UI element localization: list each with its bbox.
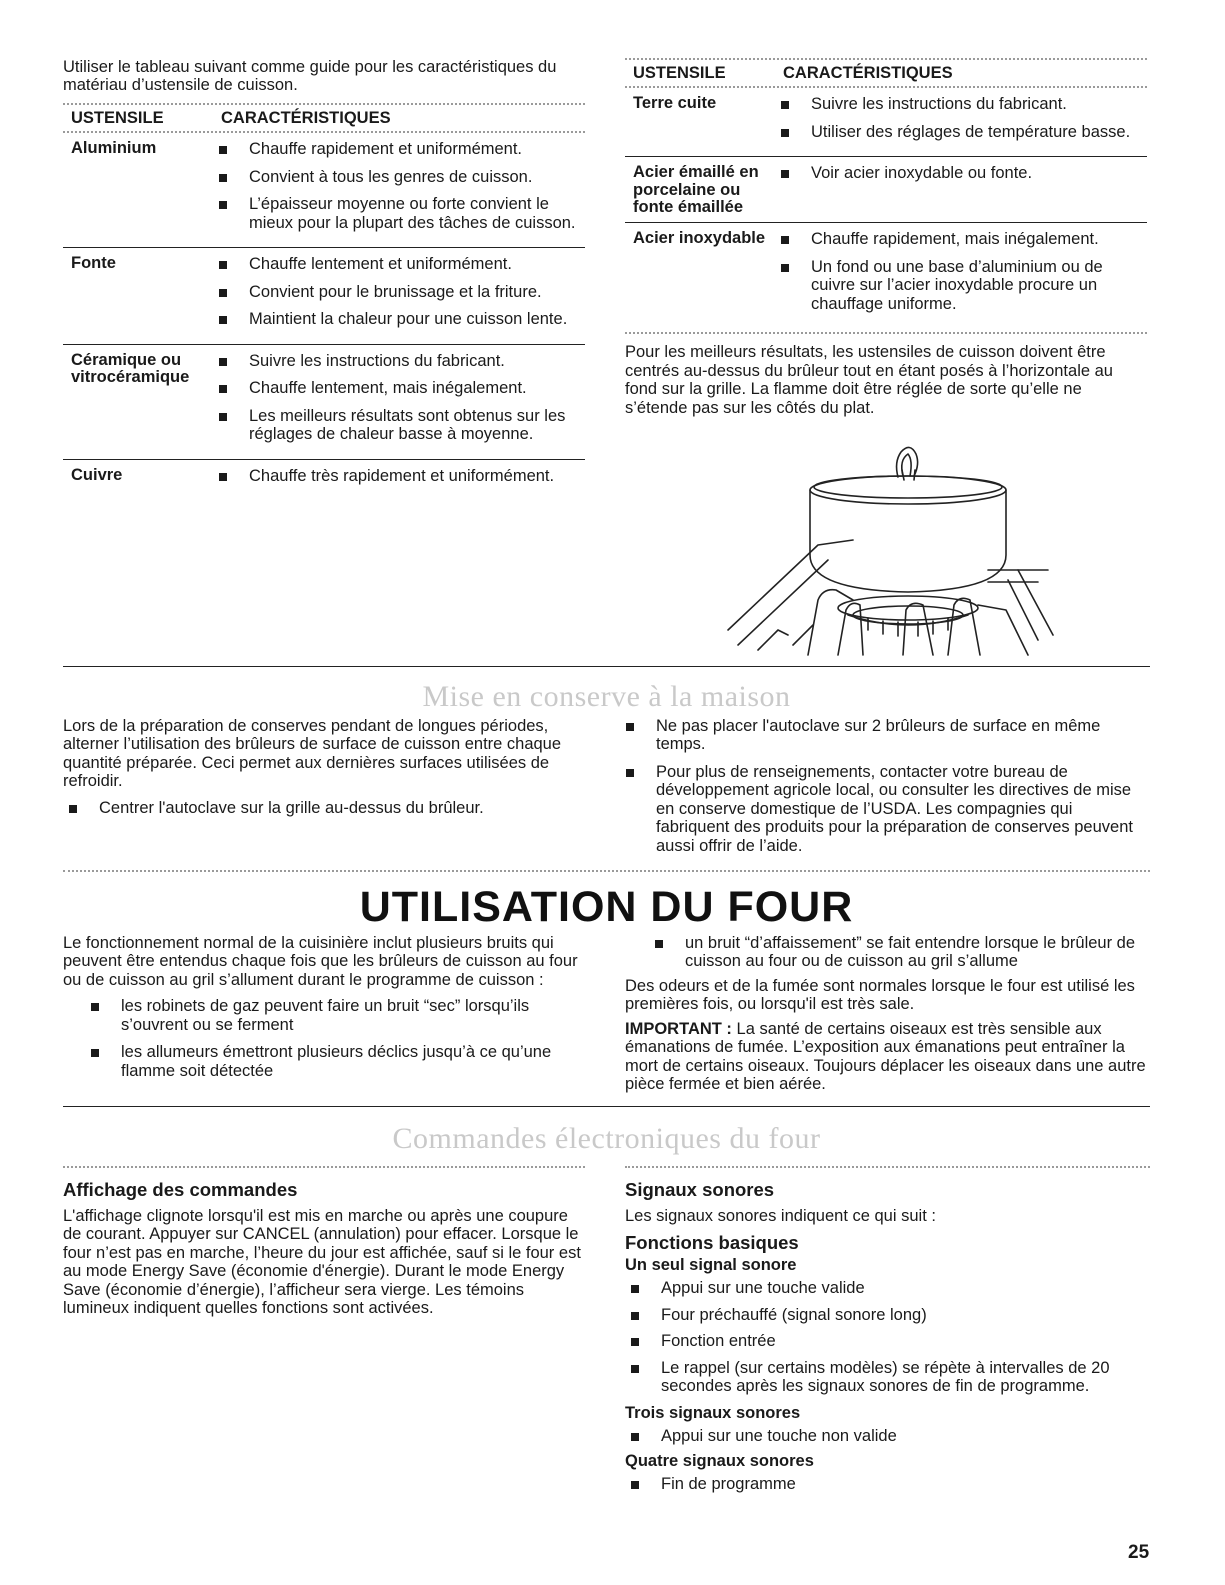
header-utensil: USTENSILE	[71, 108, 164, 127]
list-item	[213, 379, 585, 397]
list-item-text: Chauffe lentement, mais inégalement.	[249, 379, 527, 398]
list-item	[85, 997, 588, 1034]
list-item	[213, 140, 585, 158]
utensil-name: Terre cuite	[633, 94, 717, 113]
list-item-text: Voir acier inoxydable ou fonte.	[811, 164, 1033, 183]
oven-right	[625, 934, 1150, 1094]
list-item-text: Maintient la chaleur pour une cuisson lente.	[249, 310, 568, 329]
list-item-text: Le rappel (sur certains modèles) se répète à intervalles de 20 secondes après les signaux sonores de fin de programme.	[661, 1358, 1110, 1396]
list-item	[213, 310, 585, 328]
four-signal-list	[625, 1475, 1150, 1493]
list-item	[775, 258, 1147, 313]
bullet-icon	[655, 940, 663, 948]
list-item	[775, 123, 1147, 141]
signals-intro: Les signaux sonores indiquent ce qui suit :	[625, 1206, 936, 1225]
utensil-name: Aluminium	[71, 139, 157, 158]
list-item-text: Chauffe rapidement et uniformément.	[249, 140, 523, 159]
bullet-icon	[631, 1433, 639, 1441]
list-item-text: Chauffe lentement et uniformément.	[249, 255, 512, 274]
list-item-text: Suivre les instructions du fabricant.	[811, 95, 1067, 114]
oven-important	[625, 1020, 1150, 1094]
best-results-text: Pour les meilleurs résultats, les ustensiles de cuisson doivent être centrés au-dessus du brûleur tout en étant posés à l’horizontale au fond sur la grille. La flamme doit être réglée de sorte qu’elle ne s’étende pas sur les côtés du plat.	[625, 343, 1113, 417]
header-features: CARACTÉRISTIQUES	[221, 108, 391, 127]
table-row	[63, 247, 585, 343]
list-item-text: Fin de programme	[661, 1475, 796, 1494]
list-item	[775, 230, 1147, 248]
table-row	[625, 88, 1147, 156]
list-item-text: Convient à tous les genres de cuisson.	[249, 167, 533, 186]
bullet-icon	[91, 1003, 99, 1011]
oven-intro: Le fonctionnement normal de la cuisinière inclut plusieurs bruits qui peuvent être entendus chaque fois que les brûleurs de cuisson au four ou de cuisson au gril s’allument durant le programme de cuisson :	[63, 934, 578, 989]
bullet-icon	[631, 1338, 639, 1346]
section-rule	[63, 1106, 1150, 1107]
list-item-text: Appui sur une touche non valide	[661, 1427, 897, 1446]
list-item	[625, 1359, 1150, 1396]
bullet-icon	[219, 146, 227, 154]
important-label: IMPORTANT :	[625, 1019, 732, 1038]
bullet-icon	[626, 723, 634, 731]
signals-heading: Signaux sonores	[625, 1179, 775, 1200]
bullet-icon	[219, 358, 227, 366]
bullet-icon	[781, 236, 789, 244]
controls-title: Commandes électroniques du four	[392, 1122, 821, 1155]
section-rule	[63, 666, 1150, 667]
bullet-icon	[631, 1365, 639, 1373]
utensil-name: Céramique ou vitrocéramique	[71, 350, 190, 386]
cookware-intro: Utiliser le tableau suivant comme guide pour les caractéristiques du matériau d’ustensile de cuisson.	[63, 58, 557, 95]
display-text: L'affichage clignote lorsqu'il est mis en marche ou après une coupure de courant. Appuyer sur CANCEL (annulation) pour effacer. Lorsque le four n’est pas en marche, l’heure du jour est affichée, sauf si le four est au mode Energy Save (économie d'énergie). Durant le mode Energy Save (économie d’énergie), l’afficheur sera vierge. Les témoins lumineux indiquent quelles fonctions sont activées.	[63, 1206, 581, 1318]
bullet-icon	[781, 264, 789, 272]
oven-noise-list	[63, 997, 588, 1080]
three-signal-list	[625, 1427, 1150, 1445]
cookware-table-right	[625, 58, 1147, 417]
table-rows	[63, 133, 585, 500]
utensil-name: Acier émaillé en porcelaine ou fonte émaillée	[633, 163, 759, 217]
bullet-icon	[219, 413, 227, 421]
utensil-name: Cuivre	[71, 465, 123, 484]
oven-left	[63, 934, 588, 1089]
oven-odors: Des odeurs et de la fumée sont normales lorsque le four est utilisé les premières fois, ou lorsqu'il est très sale.	[625, 976, 1135, 1014]
list-item-text: Centrer l'autoclave sur la grille au-dessus du brûleur.	[99, 798, 484, 817]
header-features: CARACTÉRISTIQUES	[783, 64, 953, 82]
bullet-icon	[626, 769, 634, 777]
utensil-features	[213, 255, 585, 337]
list-item	[625, 1332, 1150, 1350]
list-item	[620, 717, 1150, 754]
table-row	[63, 459, 585, 500]
pot-on-burner-illustration	[718, 440, 1063, 660]
table-row	[63, 344, 585, 459]
bullet-icon	[219, 385, 227, 393]
list-item-text: les robinets de gaz peuvent faire un bruit “sec” lorsqu’ils s’ouvrent ou se ferment	[121, 997, 530, 1034]
divider	[625, 1166, 1150, 1168]
utensil-name: Acier inoxydable	[633, 229, 766, 248]
list-item	[213, 195, 585, 232]
utensil-name: Fonte	[71, 254, 116, 273]
utensil-features	[213, 140, 585, 241]
list-item-text: Pour plus de renseignements, contacter votre bureau de développement agricole local, ou consulter les directives de mise en conserve domestique de l’USDA. Les compagnies qui fabriquent des produits pour la préparation de conserves peuvent aussi offrir de l’aide.	[656, 762, 1133, 855]
canning-right-list	[620, 717, 1150, 855]
list-item	[213, 407, 585, 444]
bullet-icon	[69, 805, 77, 813]
bullet-icon	[219, 473, 227, 481]
three-signal-heading: Trois signaux sonores	[625, 1403, 801, 1422]
list-item-text: Les meilleurs résultats sont obtenus sur les réglages de chaleur basse à moyenne.	[249, 406, 566, 444]
oven-noise-item: un bruit “d’affaissement” se fait entendre lorsque le brûleur de cuisson au four ou de cuisson au gril s’allume	[685, 934, 1136, 971]
list-item-text: Ne pas placer l'autoclave sur 2 brûleurs de surface en même temps.	[656, 717, 1101, 754]
oven-title: UTILISATION DU FOUR	[359, 883, 854, 931]
list-item	[625, 1279, 1150, 1297]
one-signal-heading: Un seul signal sonore	[625, 1255, 797, 1274]
canning-title: Mise en conserve à la maison	[422, 680, 791, 713]
controls-left	[63, 1180, 585, 1318]
divider	[63, 870, 1150, 872]
list-item	[775, 164, 1147, 182]
bullet-icon	[219, 289, 227, 297]
list-item	[213, 255, 585, 273]
list-item-text: Four préchauffé (signal sonore long)	[661, 1305, 927, 1324]
list-item	[213, 467, 585, 485]
utensil-features	[775, 164, 1147, 216]
utensil-features	[775, 95, 1147, 150]
important-text: La santé de certains oiseaux est très sensible aux émanations de fumée. L’exposition aux émanations peut entraîner la mort de certains oiseaux. Toujours déplacer les oiseaux dans une autre pièce fermée et bien aérée.	[625, 1019, 1146, 1094]
list-item	[63, 799, 585, 817]
canning-right	[620, 717, 1150, 864]
list-item	[775, 95, 1147, 113]
bullet-icon	[631, 1285, 639, 1293]
list-item-text: Chauffe très rapidement et uniformément.	[249, 466, 555, 485]
bullet-icon	[781, 129, 789, 137]
list-item-text: Suivre les instructions du fabricant.	[249, 351, 505, 370]
bullet-icon	[219, 316, 227, 324]
canning-left	[63, 717, 585, 823]
bullet-icon	[219, 174, 227, 182]
list-item	[213, 283, 585, 301]
four-signal-heading: Quatre signaux sonores	[625, 1451, 814, 1470]
list-item	[213, 352, 585, 370]
list-item-text: Chauffe rapidement, mais inégalement.	[811, 230, 1099, 249]
utensil-features	[213, 352, 585, 453]
bullet-icon	[631, 1312, 639, 1320]
table-header	[625, 60, 1147, 86]
table-row	[625, 222, 1147, 328]
divider	[63, 1166, 585, 1168]
bullet-icon	[781, 170, 789, 178]
utensil-features	[213, 467, 585, 494]
list-item	[625, 1427, 1150, 1445]
page-number: 25	[1128, 1542, 1150, 1563]
list-item	[620, 763, 1150, 855]
one-signal-list	[625, 1279, 1150, 1395]
canning-intro: Lors de la préparation de conserves pendant de longues périodes, alterner l’utilisation des brûleurs de surface de cuisson entre chaque quantité préparée. Ceci permet aux dernières surfaces utilisées de refroidir.	[63, 717, 562, 791]
canning-left-list	[63, 799, 585, 817]
utensil-features	[775, 230, 1147, 322]
list-item-text: les allumeurs émettront plusieurs déclics jusqu’à ce qu’une flamme soit détectée	[121, 1043, 552, 1080]
cookware-table-left	[63, 58, 585, 500]
list-item	[625, 1475, 1150, 1493]
list-item	[85, 1043, 588, 1080]
table-rows	[625, 88, 1147, 328]
bullet-icon	[219, 201, 227, 209]
list-item	[213, 168, 585, 186]
basic-heading: Fonctions basiques	[625, 1232, 799, 1254]
controls-right	[625, 1180, 1150, 1500]
bullet-icon	[219, 261, 227, 269]
list-item-text: Un fond ou une base d’aluminium ou de cuivre sur l’acier inoxydable procure un chauffage uniforme.	[811, 257, 1103, 313]
header-utensil: USTENSILE	[633, 64, 726, 82]
display-heading: Affichage des commandes	[63, 1179, 298, 1200]
table-row	[625, 156, 1147, 222]
list-item	[625, 934, 1150, 971]
table-header	[63, 105, 585, 131]
divider	[625, 332, 1147, 334]
table-row	[63, 133, 585, 247]
bullet-icon	[91, 1049, 99, 1057]
bullet-icon	[781, 101, 789, 109]
list-item-text: Convient pour le brunissage et la friture.	[249, 282, 542, 301]
list-item-text: Utiliser des réglages de température basse.	[811, 122, 1131, 141]
list-item-text: L’épaisseur moyenne ou forte convient le mieux pour la plupart des tâches de cuisson.	[249, 195, 576, 232]
list-item-text: Appui sur une touche valide	[661, 1279, 865, 1298]
bullet-icon	[631, 1481, 639, 1489]
list-item	[625, 1306, 1150, 1324]
list-item-text: Fonction entrée	[661, 1332, 776, 1351]
